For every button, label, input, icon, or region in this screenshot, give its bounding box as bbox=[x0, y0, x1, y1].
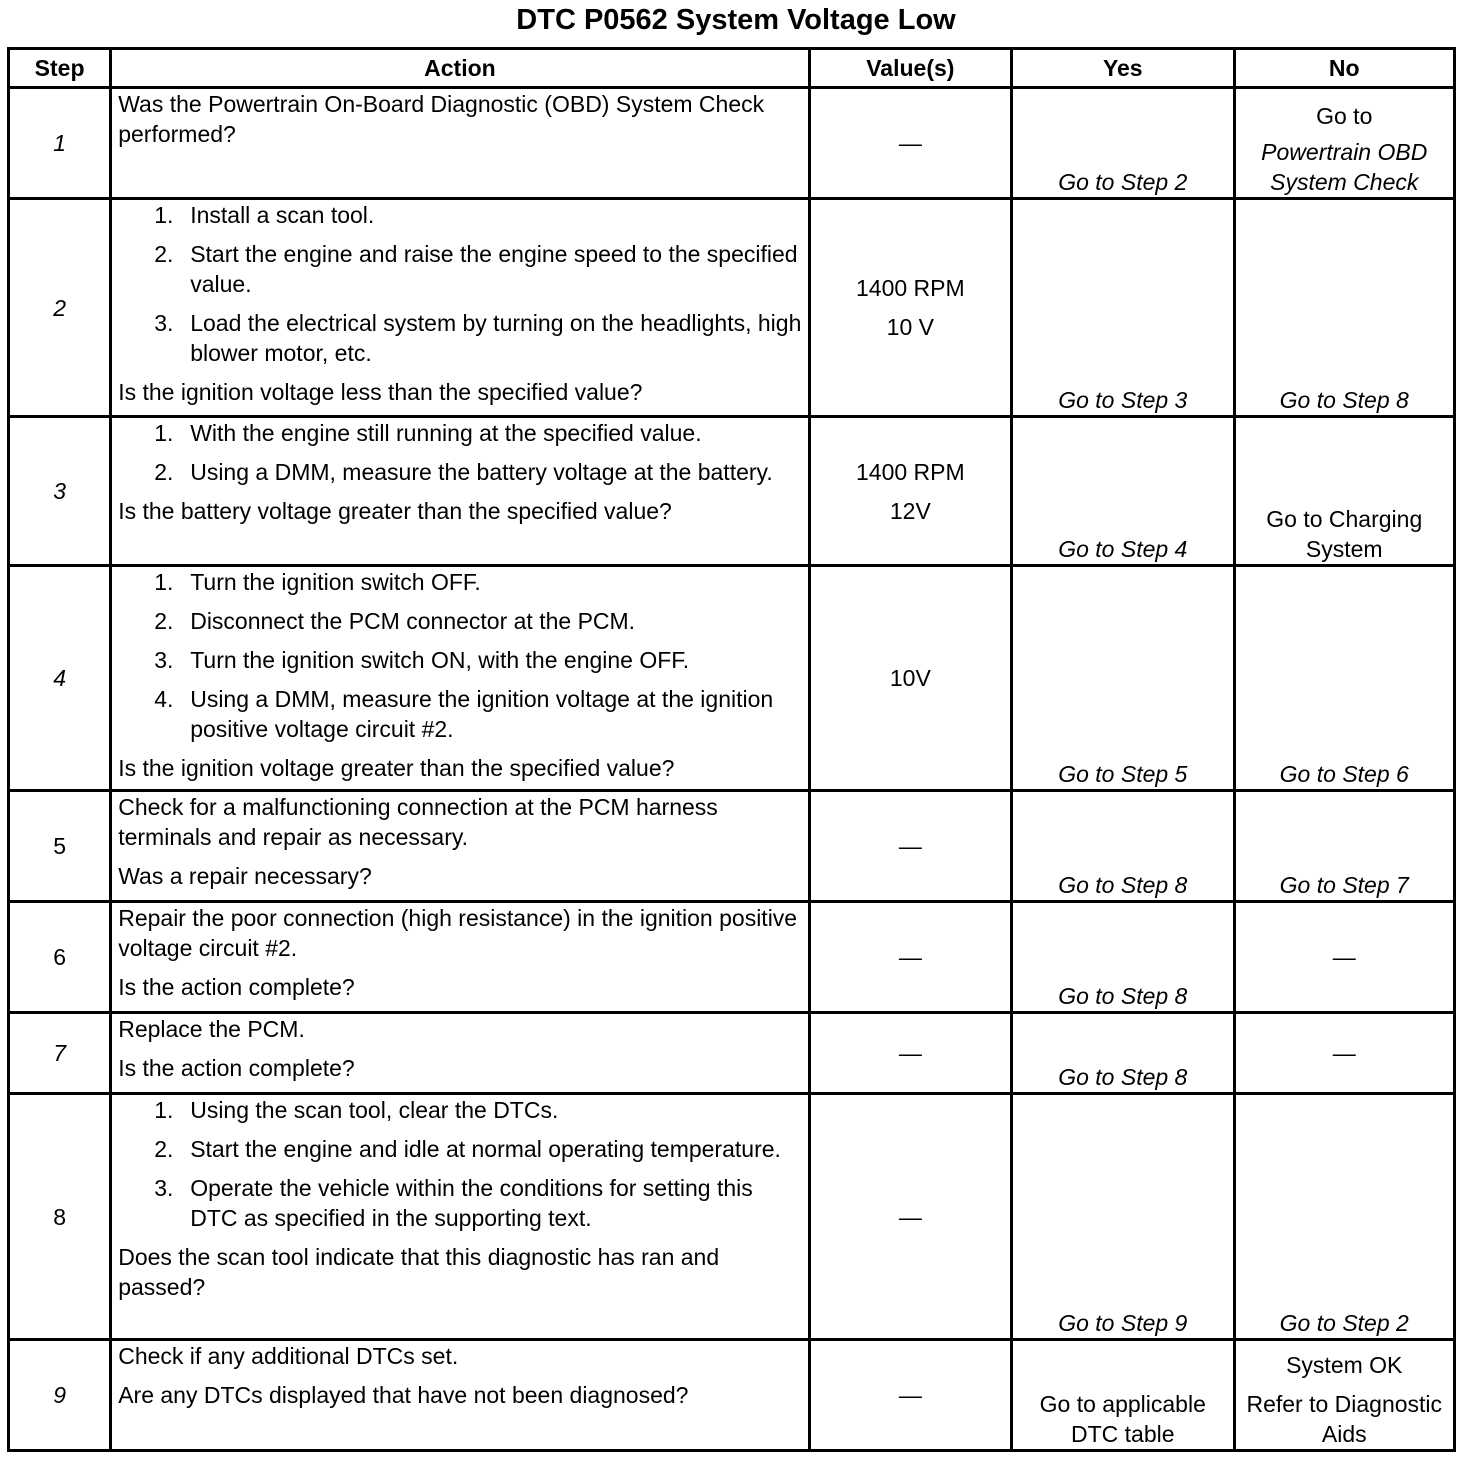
yes-cell: Go to applicable DTC table bbox=[1012, 1340, 1234, 1451]
step-number: 1 bbox=[9, 88, 111, 199]
step-number: 8 bbox=[9, 1094, 111, 1340]
value-text: 1400 RPM bbox=[856, 275, 965, 301]
list-item: 1. Turn the ignition switch OFF. bbox=[154, 569, 481, 595]
no-cell: — bbox=[1234, 902, 1455, 1013]
yes-cell: Go to Step 8 bbox=[1012, 902, 1234, 1013]
step-number: 6 bbox=[9, 902, 111, 1013]
value-text: 10V bbox=[889, 665, 931, 691]
yes-cell: Go to Step 5 bbox=[1012, 566, 1234, 791]
no-cell: Go to Step 6 bbox=[1234, 566, 1455, 791]
table-row bbox=[9, 199, 1455, 417]
action-cell bbox=[111, 1013, 809, 1094]
action-text: Check if any additional DTCs set. bbox=[118, 1343, 459, 1369]
list-item: 1. Install a scan tool. bbox=[154, 202, 375, 228]
list-item: 3. Operate the vehicle within the conditions for setting this DTC as specified in the supporting text. bbox=[154, 1175, 753, 1231]
list-item: 3. Turn the ignition switch ON, with the engine OFF. bbox=[154, 647, 690, 673]
list-item: 3. Load the electrical system by turning on the headlights, high blower motor, etc. bbox=[154, 310, 802, 366]
no-text: System OK bbox=[1286, 1352, 1403, 1378]
value-cell bbox=[809, 88, 1011, 199]
action-question: Is the action complete? bbox=[118, 1055, 355, 1081]
value-cell bbox=[809, 1013, 1011, 1094]
yes-cell: Go to Step 9 bbox=[1012, 1094, 1234, 1340]
yes-cell: Go to Step 2 bbox=[1012, 88, 1234, 199]
header-values: Value(s) bbox=[809, 49, 1011, 88]
action-steps bbox=[118, 567, 801, 744]
header-step: Step bbox=[9, 49, 111, 88]
table-row bbox=[9, 417, 1455, 566]
list-item: 2. Start the engine and idle at normal operating temperature. bbox=[154, 1136, 781, 1162]
no-text: Go to bbox=[1316, 103, 1373, 129]
list-item: 1. Using the scan tool, clear the DTCs. bbox=[154, 1097, 559, 1123]
action-steps bbox=[118, 1095, 801, 1233]
value-cell bbox=[809, 791, 1011, 902]
no-cell bbox=[1234, 88, 1455, 199]
action-cell bbox=[111, 199, 809, 417]
action-cell bbox=[111, 791, 809, 902]
yes-cell: Go to Step 3 bbox=[1012, 199, 1234, 417]
value-text: — bbox=[898, 130, 922, 156]
step-number: 7 bbox=[9, 1013, 111, 1094]
value-cell bbox=[809, 199, 1011, 417]
table-row bbox=[9, 1094, 1455, 1340]
header-row bbox=[9, 49, 1455, 88]
action-text: Check for a malfunctioning connection at the PCM harness terminals and repair as necessary. bbox=[118, 794, 718, 850]
action-question: Is the action complete? bbox=[118, 974, 355, 1000]
value-text: — bbox=[898, 1040, 922, 1066]
no-cell: Go to Charging System bbox=[1234, 417, 1455, 566]
action-cell bbox=[111, 1094, 809, 1340]
action-cell bbox=[111, 902, 809, 1013]
header-action: Action bbox=[111, 49, 809, 88]
list-item: 2. Using a DMM, measure the battery voltage at the battery. bbox=[154, 459, 773, 485]
table-row bbox=[9, 902, 1455, 1013]
action-question: Is the ignition voltage greater than the specified value? bbox=[118, 755, 675, 781]
action-question: Are any DTCs displayed that have not been diagnosed? bbox=[118, 1382, 689, 1408]
value-text: 12V bbox=[889, 497, 931, 524]
table-row bbox=[9, 88, 1455, 199]
value-cell bbox=[809, 566, 1011, 791]
yes-cell: Go to Step 4 bbox=[1012, 417, 1234, 566]
diagnostic-table bbox=[7, 47, 1456, 1452]
no-cell: — bbox=[1234, 1013, 1455, 1094]
table-row bbox=[9, 791, 1455, 902]
action-question: Does the scan tool indicate that this diagnostic has ran and passed? bbox=[118, 1244, 720, 1300]
value-text: — bbox=[898, 1203, 922, 1230]
action-question: Is the battery voltage greater than the specified value? bbox=[118, 498, 672, 524]
header-yes: Yes bbox=[1012, 49, 1234, 88]
value-cell bbox=[809, 902, 1011, 1013]
action-steps bbox=[118, 418, 801, 487]
action-text: Replace the PCM. bbox=[118, 1016, 305, 1042]
value-cell bbox=[809, 1094, 1011, 1340]
no-text: Refer to Diagnostic Aids bbox=[1246, 1391, 1443, 1447]
action-text: Repair the poor connection (high resistance) in the ignition positive voltage circuit #2. bbox=[118, 905, 798, 961]
action-cell bbox=[111, 1340, 809, 1451]
table-row bbox=[9, 1340, 1455, 1451]
action-cell bbox=[111, 88, 809, 199]
action-text: Was the Powertrain On-Board Diagnostic (OBD) System Check performed? bbox=[118, 91, 765, 147]
step-number: 4 bbox=[9, 566, 111, 791]
value-text: — bbox=[898, 944, 922, 970]
step-number: 3 bbox=[9, 417, 111, 566]
table-row bbox=[9, 566, 1455, 791]
page-title: DTC P0562 System Voltage Low bbox=[516, 4, 956, 36]
value-cell bbox=[809, 417, 1011, 566]
list-item: 1. With the engine still running at the specified value. bbox=[154, 420, 702, 446]
no-cell: Go to Step 7 bbox=[1234, 791, 1455, 902]
no-link-text: Powertrain OBD System Check bbox=[1261, 139, 1428, 195]
value-text: — bbox=[898, 833, 922, 859]
list-item: 2. Start the engine and raise the engine speed to the specified value. bbox=[154, 241, 798, 297]
action-cell bbox=[111, 566, 809, 791]
step-number: 5 bbox=[9, 791, 111, 902]
yes-cell: Go to Step 8 bbox=[1012, 791, 1234, 902]
table-row bbox=[9, 1013, 1455, 1094]
list-item: 4. Using a DMM, measure the ignition voltage at the ignition positive voltage circuit #2. bbox=[154, 686, 774, 742]
action-cell bbox=[111, 417, 809, 566]
no-cell: Go to Step 2 bbox=[1234, 1094, 1455, 1340]
no-cell: Go to Step 8 bbox=[1234, 199, 1455, 417]
action-steps bbox=[118, 200, 801, 368]
value-cell bbox=[809, 1340, 1011, 1451]
header-no: No bbox=[1234, 49, 1455, 88]
step-number: 2 bbox=[9, 199, 111, 417]
value-text: 10 V bbox=[886, 314, 934, 340]
action-question: Was a repair necessary? bbox=[118, 863, 372, 889]
yes-cell: Go to Step 8 bbox=[1012, 1013, 1234, 1094]
list-item: 2. Disconnect the PCM connector at the PCM. bbox=[154, 608, 636, 634]
step-number: 9 bbox=[9, 1340, 111, 1451]
action-question: Is the ignition voltage less than the specified value? bbox=[118, 379, 643, 405]
value-text: 1400 RPM bbox=[856, 458, 965, 485]
value-text: — bbox=[898, 1382, 922, 1408]
no-cell bbox=[1234, 1340, 1455, 1451]
